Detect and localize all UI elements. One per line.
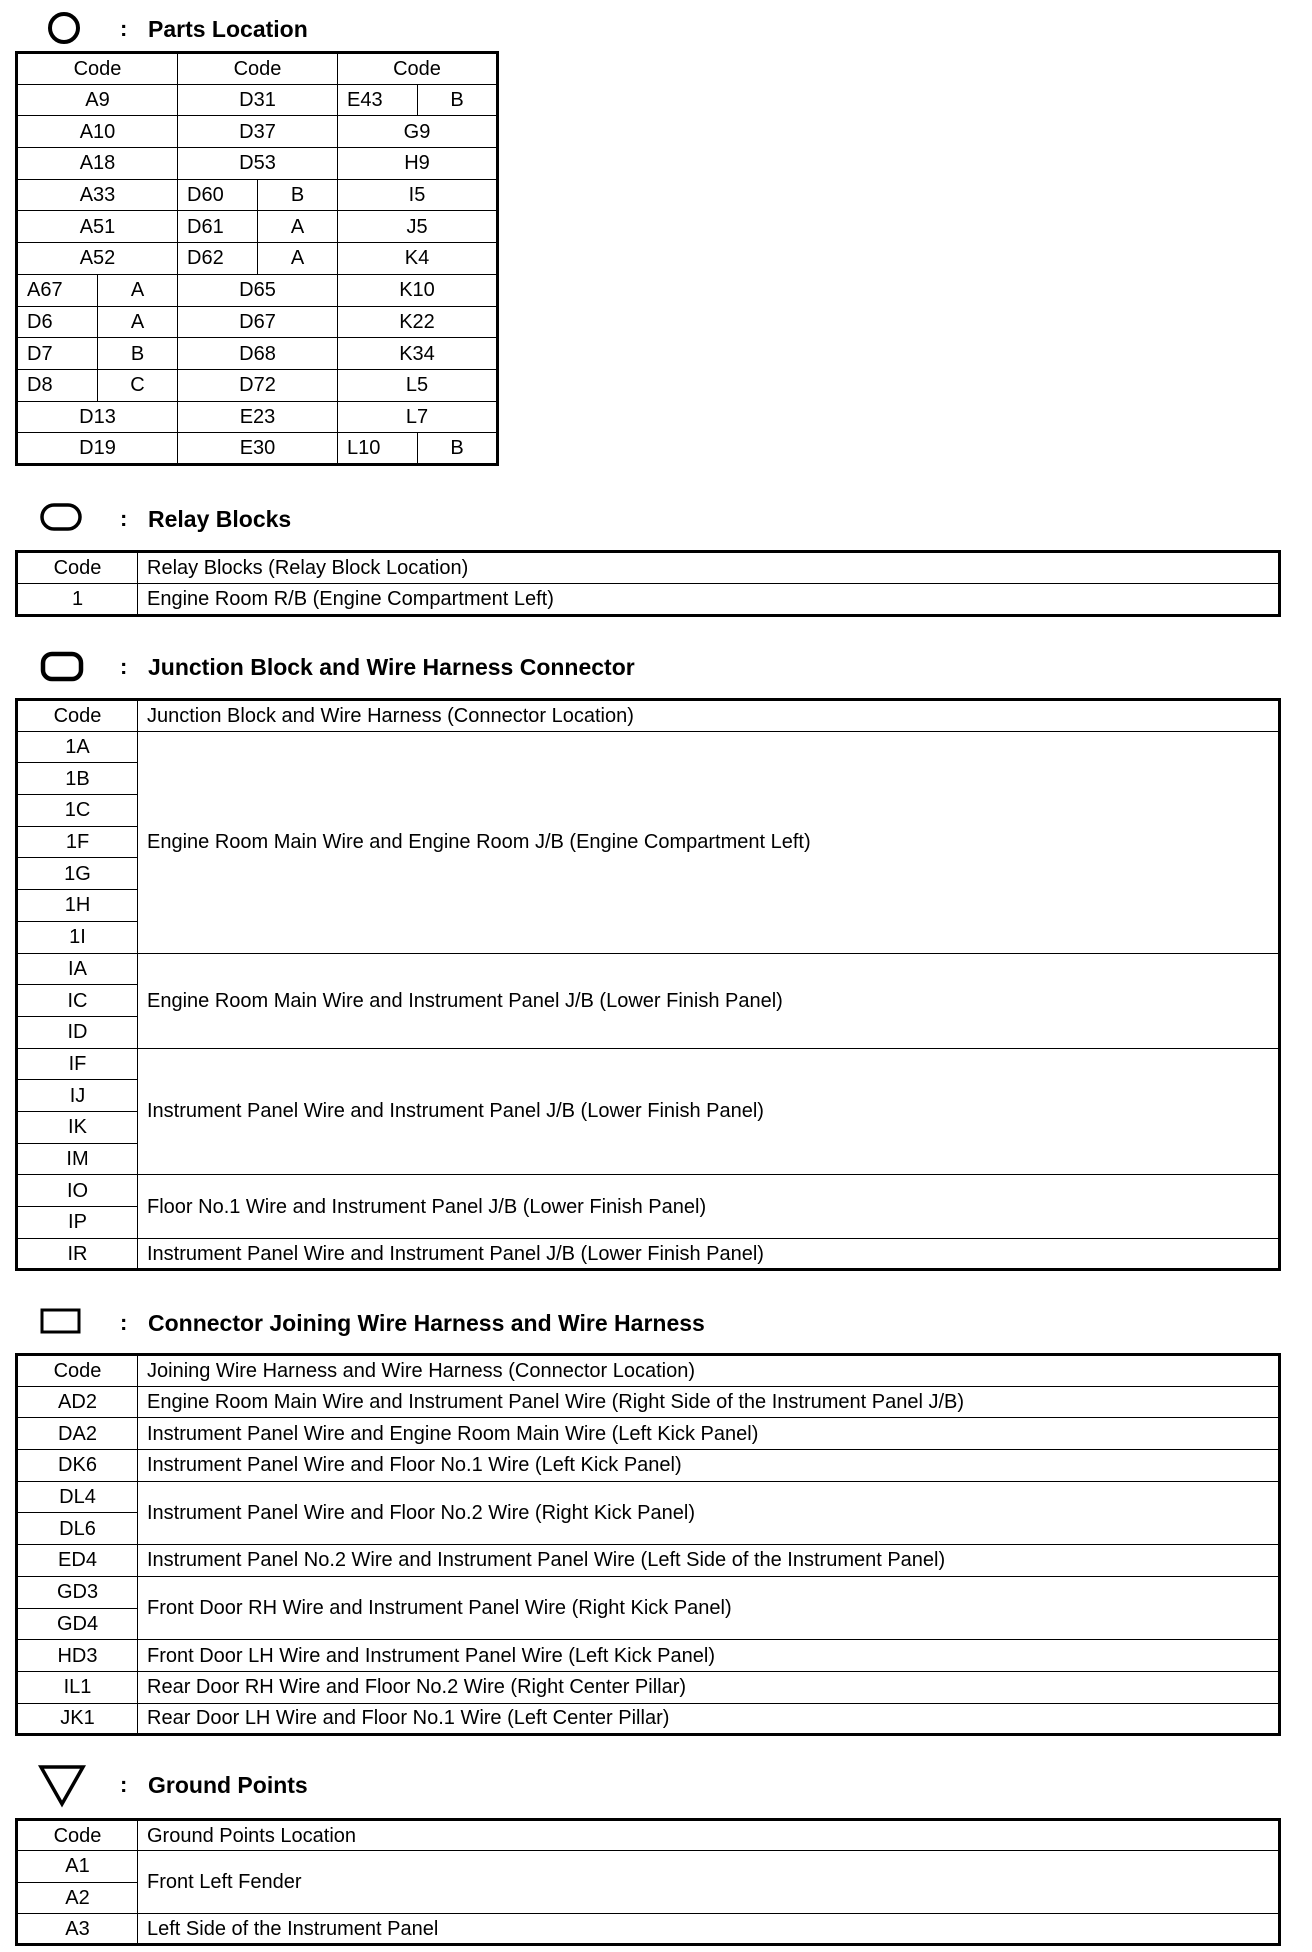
section-colon: : xyxy=(120,1772,128,1797)
location-header: Joining Wire Harness and Wire Harness (Connector Location) xyxy=(138,1355,1280,1387)
code-cell: IO xyxy=(17,1175,138,1207)
part-code: E23 xyxy=(178,401,338,433)
section-title: Junction Block and Wire Harness Connector xyxy=(148,654,635,680)
part-code: L10 xyxy=(338,433,418,465)
location-cell: Rear Door RH Wire and Floor No.2 Wire (Right Center Pillar) xyxy=(138,1671,1280,1703)
table-row xyxy=(17,1450,1280,1482)
part-code: K22 xyxy=(338,306,498,338)
part-sub-code: B xyxy=(418,84,498,116)
table-row xyxy=(17,243,498,275)
part-code: D60 xyxy=(178,179,258,211)
location-cell: Rear Door LH Wire and Floor No.1 Wire (Left Center Pillar) xyxy=(138,1703,1280,1735)
location-cell: Engine Room Main Wire and Engine Room J/B (Engine Compartment Left) xyxy=(138,731,1280,953)
table-header-row xyxy=(17,53,498,85)
part-code: A9 xyxy=(17,84,178,116)
column-header: Code xyxy=(178,53,338,85)
part-code: A33 xyxy=(17,179,178,211)
part-code: D65 xyxy=(178,274,338,306)
code-cell: 1 xyxy=(17,584,138,616)
part-sub-code: A xyxy=(258,243,338,275)
code-header: Code xyxy=(17,552,138,584)
table-header-row xyxy=(17,552,1280,584)
table-row xyxy=(17,1386,1280,1418)
location-cell: Front Left Fender xyxy=(138,1851,1280,1914)
table-row xyxy=(17,1238,1280,1270)
code-cell: IJ xyxy=(17,1080,138,1112)
table-row xyxy=(17,401,498,433)
part-sub-code: A xyxy=(98,274,178,306)
part-code: A67 xyxy=(17,274,98,306)
part-code: D72 xyxy=(178,369,338,401)
table-row xyxy=(17,1481,1280,1513)
part-code: A18 xyxy=(17,148,178,180)
code-cell: DA2 xyxy=(17,1418,138,1450)
part-code: D37 xyxy=(178,116,338,148)
part-code: D53 xyxy=(178,148,338,180)
section-title: Parts Location xyxy=(148,16,308,42)
part-code: D61 xyxy=(178,211,258,243)
code-cell: IR xyxy=(17,1238,138,1270)
table-row xyxy=(17,148,498,180)
part-code: E43 xyxy=(338,84,418,116)
part-code: D67 xyxy=(178,306,338,338)
part-code: E30 xyxy=(178,433,338,465)
code-cell: 1A xyxy=(17,731,138,763)
table-row xyxy=(17,211,498,243)
table-header-row xyxy=(17,1820,1280,1851)
table-row xyxy=(17,1703,1280,1735)
part-code: K34 xyxy=(338,338,498,370)
part-code: I5 xyxy=(338,179,498,211)
section-colon: : xyxy=(120,506,128,531)
table-row xyxy=(17,731,1280,763)
part-code: L7 xyxy=(338,401,498,433)
table-row xyxy=(17,953,1280,985)
code-cell: ED4 xyxy=(17,1545,138,1577)
connector-joining-table xyxy=(15,1353,1281,1736)
table-row xyxy=(17,1913,1280,1944)
table-row xyxy=(17,116,498,148)
part-code: A51 xyxy=(17,211,178,243)
part-code: D7 xyxy=(17,338,98,370)
table-row xyxy=(17,433,498,465)
code-cell: IK xyxy=(17,1111,138,1143)
section-colon: : xyxy=(120,1310,128,1335)
location-cell: Front Door RH Wire and Instrument Panel Wire (Right Kick Panel) xyxy=(138,1576,1280,1639)
column-header: Code xyxy=(17,53,178,85)
part-code: H9 xyxy=(338,148,498,180)
part-code: D68 xyxy=(178,338,338,370)
code-cell: IC xyxy=(17,985,138,1017)
code-cell: IP xyxy=(17,1207,138,1239)
table-row xyxy=(17,369,498,401)
code-cell: 1G xyxy=(17,858,138,890)
table-row xyxy=(17,274,498,306)
part-code: D6 xyxy=(17,306,98,338)
code-header: Code xyxy=(17,1355,138,1387)
parts-location-table xyxy=(15,51,499,466)
table-row xyxy=(17,306,498,338)
code-header: Code xyxy=(17,700,138,732)
table-row xyxy=(17,1851,1280,1882)
table-row xyxy=(17,179,498,211)
location-cell: Instrument Panel Wire and Floor No.1 Wire (Left Kick Panel) xyxy=(138,1450,1280,1482)
part-sub-code: B xyxy=(98,338,178,370)
location-cell: Instrument Panel Wire and Floor No.2 Wire (Right Kick Panel) xyxy=(138,1481,1280,1544)
junction-block-table xyxy=(15,698,1281,1271)
table-row xyxy=(17,584,1280,616)
circle-icon xyxy=(44,10,84,50)
location-cell: Instrument Panel Wire and Engine Room Main Wire (Left Kick Panel) xyxy=(138,1418,1280,1450)
part-code: G9 xyxy=(338,116,498,148)
code-cell: A1 xyxy=(17,1851,138,1882)
table-row xyxy=(17,338,498,370)
location-cell: Left Side of the Instrument Panel xyxy=(138,1913,1280,1944)
section-title: Ground Points xyxy=(148,1772,308,1798)
code-cell: 1H xyxy=(17,890,138,922)
part-code: D31 xyxy=(178,84,338,116)
location-header: Ground Points Location xyxy=(138,1820,1280,1851)
code-header: Code xyxy=(17,1820,138,1851)
code-cell: JK1 xyxy=(17,1703,138,1735)
table-row xyxy=(17,1048,1280,1080)
table-row xyxy=(17,1418,1280,1450)
part-code: D8 xyxy=(17,369,98,401)
column-header: Code xyxy=(338,53,498,85)
part-sub-code: B xyxy=(258,179,338,211)
code-cell: DL4 xyxy=(17,1481,138,1513)
table-row xyxy=(17,84,498,116)
code-cell: IL1 xyxy=(17,1671,138,1703)
location-cell: Engine Room Main Wire and Instrument Panel Wire (Right Side of the Instrument Panel J/B) xyxy=(138,1386,1280,1418)
part-code: A10 xyxy=(17,116,178,148)
table-row xyxy=(17,1576,1280,1608)
code-cell: 1I xyxy=(17,921,138,953)
location-cell: Front Door LH Wire and Instrument Panel Wire (Left Kick Panel) xyxy=(138,1640,1280,1672)
code-cell: 1C xyxy=(17,795,138,827)
ground-points-table xyxy=(15,1818,1281,1946)
part-code: A52 xyxy=(17,243,178,275)
table-header-row xyxy=(17,1355,1280,1387)
part-code: L5 xyxy=(338,369,498,401)
relay-blocks-table xyxy=(15,550,1281,617)
code-cell: IA xyxy=(17,953,138,985)
part-code: K10 xyxy=(338,274,498,306)
section-colon: : xyxy=(120,654,128,679)
code-cell: A3 xyxy=(17,1913,138,1944)
code-cell: A2 xyxy=(17,1882,138,1913)
inverted-triangle-icon xyxy=(36,1762,92,1808)
table-row xyxy=(17,1545,1280,1577)
section-title: Relay Blocks xyxy=(148,506,292,532)
table-row xyxy=(17,1671,1280,1703)
location-cell: Instrument Panel Wire and Instrument Panel J/B (Lower Finish Panel) xyxy=(138,1048,1280,1175)
location-header: Junction Block and Wire Harness (Connector Location) xyxy=(138,700,1280,732)
code-cell: GD4 xyxy=(17,1608,138,1640)
rounded-rect-icon xyxy=(38,500,88,540)
part-sub-code: A xyxy=(258,211,338,243)
location-cell: Floor No.1 Wire and Instrument Panel J/B (Lower Finish Panel) xyxy=(138,1175,1280,1238)
code-cell: 1F xyxy=(17,826,138,858)
location-cell: Instrument Panel No.2 Wire and Instrument Panel Wire (Left Side of the Instrument Panel) xyxy=(138,1545,1280,1577)
code-cell: DK6 xyxy=(17,1450,138,1482)
code-cell: GD3 xyxy=(17,1576,138,1608)
part-code: J5 xyxy=(338,211,498,243)
code-cell: AD2 xyxy=(17,1386,138,1418)
code-cell: DL6 xyxy=(17,1513,138,1545)
code-cell: 1B xyxy=(17,763,138,795)
code-cell: IF xyxy=(17,1048,138,1080)
part-sub-code: A xyxy=(98,306,178,338)
table-row xyxy=(17,1640,1280,1672)
location-cell: Engine Room Main Wire and Instrument Panel J/B (Lower Finish Panel) xyxy=(138,953,1280,1048)
part-code: D62 xyxy=(178,243,258,275)
part-code: K4 xyxy=(338,243,498,275)
thick-rounded-rect-icon xyxy=(38,648,88,688)
table-header-row xyxy=(17,700,1280,732)
location-header: Relay Blocks (Relay Block Location) xyxy=(138,552,1280,584)
part-sub-code: C xyxy=(98,369,178,401)
part-code: D13 xyxy=(17,401,178,433)
part-sub-code: B xyxy=(418,433,498,465)
part-code: D19 xyxy=(17,433,178,465)
section-title: Connector Joining Wire Harness and Wire Harness xyxy=(148,1310,705,1336)
rectangle-icon xyxy=(38,1304,88,1344)
code-cell: ID xyxy=(17,1016,138,1048)
table-row xyxy=(17,1175,1280,1207)
location-cell: Instrument Panel Wire and Instrument Panel J/B (Lower Finish Panel) xyxy=(138,1238,1280,1270)
code-cell: IM xyxy=(17,1143,138,1175)
location-cell: Engine Room R/B (Engine Compartment Left) xyxy=(138,584,1280,616)
code-cell: HD3 xyxy=(17,1640,138,1672)
section-colon: : xyxy=(120,16,128,41)
